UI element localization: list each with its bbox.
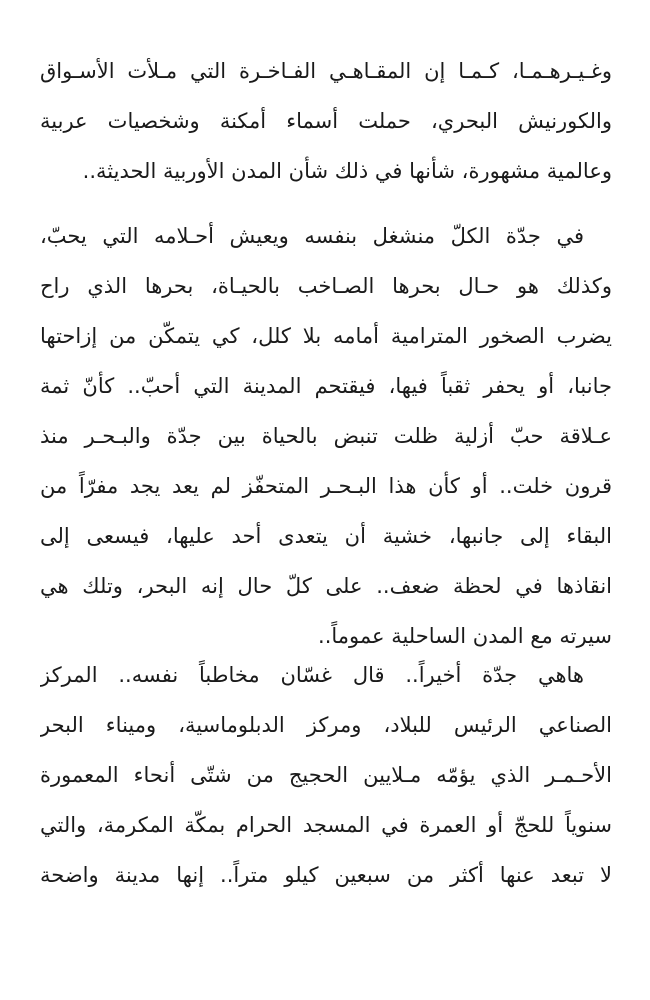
paragraph-1	[40, 46, 612, 196]
text-line: والكورنيش البحري، حملت أسماء أمكنة وشخصيات عربية	[40, 109, 612, 133]
text-line: وعالمية مشهورة، شأنها في ذلك شأن المدن الأوربية الحديثة..	[82, 159, 612, 183]
text-line: عـلاقة حبّ أزلية ظلت تنبض بالحياة بين جدّة والبـحـر منذ	[40, 424, 612, 448]
text-line: سنوياً للحجّ أو العمرة في المسجد الحرام بمكّة المكرمة، والتي	[40, 813, 612, 837]
text-line: سيرته مع المدن الساحلية عموماً..	[318, 624, 612, 648]
text-line: في جدّة الكلّ منشغل بنفسه ويعيش أحـلامه التي يحبّ،	[40, 224, 584, 248]
text-line: انقاذها في لحظة ضعف.. على كلّ حال إنه البحر، وتلك هي	[40, 574, 612, 598]
text-line: وكذلك هو حـال بحرها الصـاخب بالحيـاة، بحرها الذي راح	[40, 274, 612, 298]
text-line: البقاء إلى جانبها، خشية أن يتعدى أحد عليها، فيسعى إلى	[40, 524, 612, 548]
text-line: يضرب الصخور المترامية أمامه بلا كلل، كي يتمكّن من إزاحتها	[40, 324, 612, 348]
paragraph-3	[40, 650, 612, 900]
text-line: الصناعي الرئيس للبلاد، ومركز الدبلوماسية، وميناء البحر	[40, 713, 612, 737]
text-line: قرون خلت.. أو كأن هذا البـحـر المتحفّز لم يعد يجد مفرّاً من	[40, 474, 612, 498]
text-line: وغـيـرهـمـا، كـمـا إن المقـاهـي الفـاخـرة التي مـلأت الأسـواق	[40, 59, 612, 83]
text-line: هاهي جدّة أخيراً.. قال غسّان مخاطباً نفسه.. المركز	[40, 663, 584, 687]
paragraph-2	[40, 211, 612, 661]
text-line: جانبا، أو يحفر ثقباً فيها، فيقتحم المدينة التي أحبّ.. كأنّ ثمة	[40, 374, 612, 398]
text-line: الأحـمـر الذي يؤمّه مـلايين الحجيج من شتّى أنحاء المعمورة	[40, 763, 612, 787]
text-line: لا تبعد عنها أكثر من سبعين كيلو متراً.. إنها مدينة واضحة	[40, 863, 612, 887]
